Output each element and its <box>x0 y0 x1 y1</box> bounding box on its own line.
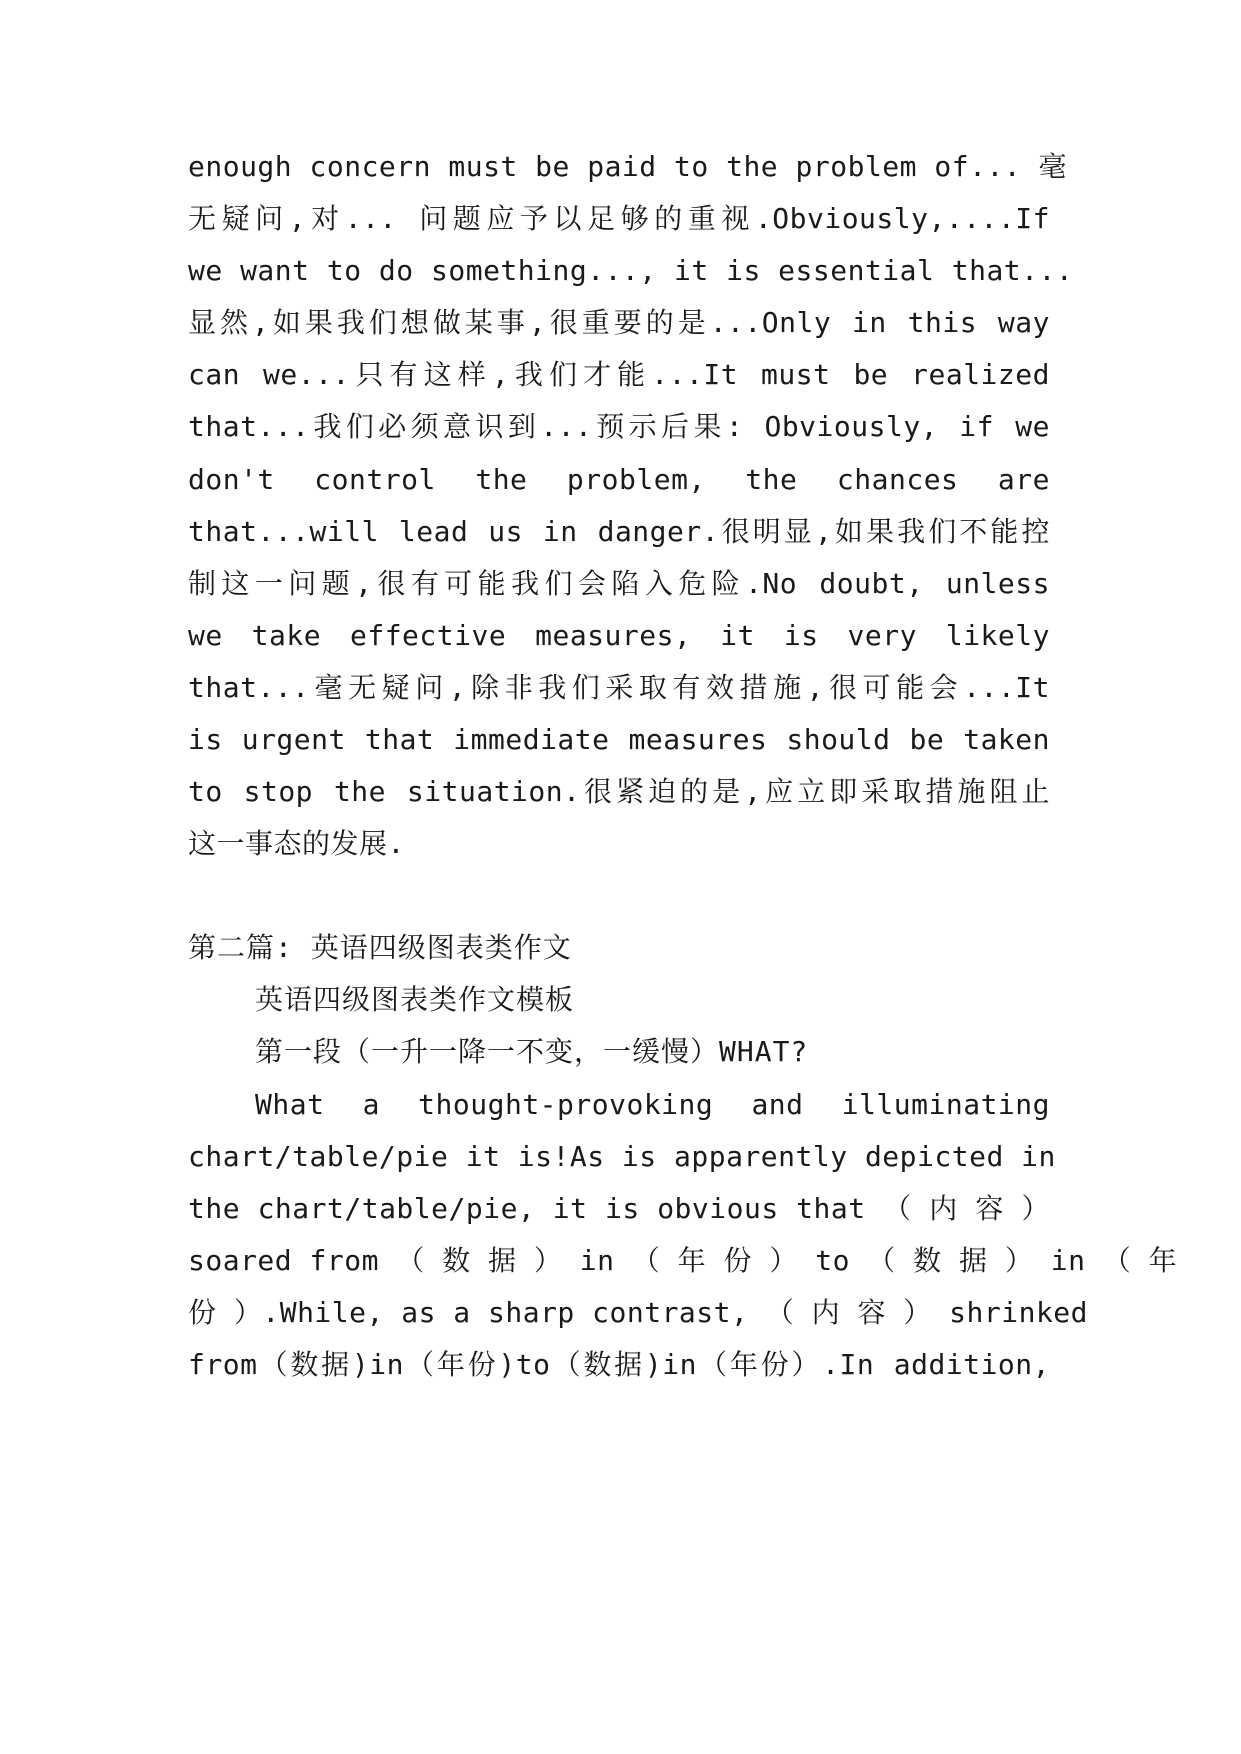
text-line: to stop the situation.很紧迫的是,应立即采取措施阻止 <box>188 775 1050 808</box>
text-line: What a thought-provoking and illuminating <box>255 1088 1050 1121</box>
text-line: can we...只有这样,我们才能...It must be realized <box>188 358 1050 391</box>
paragraph-title: 第一段（一升一降一不变，一缓慢）WHAT? <box>255 1035 809 1068</box>
text-line: 制这一问题,很有可能我们会陷入危险.No doubt, unless <box>188 567 1050 600</box>
text-line: is urgent that immediate measures should be taken <box>188 723 1050 756</box>
text-line: from（数据)in（年份)to（数据)in（年份）.In addition, <box>188 1348 1050 1381</box>
text-line: 显然,如果我们想做某事,很重要的是...Only in this way <box>188 306 1050 339</box>
section-heading: 第二篇: 英语四级图表类作文 <box>188 931 572 964</box>
section-subtitle: 英语四级图表类作文模板 <box>255 983 575 1016</box>
text-line: 无疑问,对... 问题应予以足够的重视.Obviously,....If <box>188 202 1050 235</box>
text-line: don't control the problem, the chances are <box>188 463 1050 496</box>
text-line: the chart/table/pie, it is obvious that （ 内 容 ） <box>188 1192 1050 1225</box>
text-line: we take effective measures, it is very likely <box>188 619 1050 652</box>
text-line: enough concern must be paid to the problem of... 毫 <box>188 150 1068 183</box>
text-line: that...毫无疑问,除非我们采取有效措施,很可能会...It <box>188 671 1050 704</box>
text-line: 份 ）.While, as a sharp contrast, （ 内 容 ） shrinked <box>188 1296 1089 1329</box>
text-line: we want to do something..., it is essential that... <box>188 254 1074 287</box>
text-line: soared from （ 数 据 ） in （ 年 份 ） to （ 数 据 ） in （ 年 <box>188 1244 1178 1277</box>
text-line: chart/table/pie it is!As is apparently depicted in <box>188 1140 1056 1173</box>
text-line: that...will lead us in danger.很明显,如果我们不能控 <box>188 515 1050 548</box>
text-line: 这一事态的发展. <box>188 827 405 860</box>
text-line: that...我们必须意识到...预示后果: Obviously, if we <box>188 410 1050 443</box>
